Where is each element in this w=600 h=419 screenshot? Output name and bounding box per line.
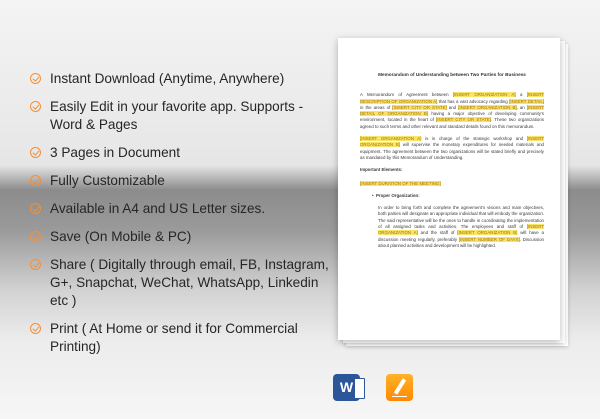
placeholder-highlight: [INSERT DETAIL] xyxy=(509,98,544,104)
feature-item xyxy=(30,98,330,134)
feature-text: Instant Download (Anytime, Anywhere) xyxy=(50,71,285,86)
feature-text: Easily Edit in your favorite app. Supports - Word & Pages xyxy=(50,99,304,132)
check-circle-icon xyxy=(30,101,41,112)
document-paragraph: [INSERT ORGANIZATION A] is in charge of the strategic workshop and [INSERT ORGANIZATION B] will supervise the monetary expenditures for needed materials and equipment. The agreement between the two organizations will be stated briefly and precisely as mandated by this Memorandum of Understanding. xyxy=(360,136,544,160)
feature-item xyxy=(30,200,330,218)
feature-text: Save (On Mobile & PC) xyxy=(50,229,192,244)
check-circle-icon xyxy=(30,147,41,158)
document-heading: Important Elements: xyxy=(360,167,403,173)
feature-text: Share ( Digitally through email, FB, Instagram, G+, Snapchat, WeChat, WhatsApp, Linkedin etc ) xyxy=(50,257,329,308)
check-circle-icon xyxy=(30,175,41,186)
placeholder-highlight: [INSERT ORGANIZATION B] xyxy=(457,230,518,236)
feature-text: 3 Pages in Document xyxy=(50,145,180,160)
pen-line-glyph xyxy=(392,396,407,398)
feature-item xyxy=(30,144,330,162)
check-circle-icon xyxy=(30,323,41,334)
feature-text: Fully Customizable xyxy=(50,173,165,188)
placeholder-highlight: [INSERT ORGANIZATION A] xyxy=(360,136,422,142)
placeholder-highlight: [INSERT DETAIL OF ORGANIZATION B] xyxy=(360,104,545,117)
document-paragraph xyxy=(360,181,544,187)
check-circle-icon xyxy=(30,203,41,214)
feature-text: Print ( At Home or send it for Commercial Printing) xyxy=(50,321,298,354)
document-subheading: • Proper Organization: xyxy=(360,193,544,199)
placeholder-highlight: [INSERT ORGANIZATION B] xyxy=(458,104,517,110)
placeholder-highlight: [INSERT CITY OR STATE] xyxy=(436,117,492,123)
placeholder-highlight: [INSERT ORGANIZATION B] xyxy=(360,136,544,148)
feature-text: Available in A4 and US Letter sizes. xyxy=(50,201,266,216)
word-icon-letter: W xyxy=(339,379,354,395)
document-title: Memorandum of Understanding between Two Parties for Business xyxy=(378,72,526,77)
placeholder-highlight: [INSERT ORGANIZATION A] xyxy=(452,92,516,98)
feature-list xyxy=(30,70,330,356)
pen-glyph xyxy=(394,378,406,395)
placeholder-highlight: [INSERT NUMBER OF DAYS] xyxy=(458,236,520,242)
feature-item xyxy=(30,172,330,190)
feature-item xyxy=(30,256,330,310)
document-paragraph: A Memorandum of Agreement between [INSERT ORGANIZATION A] a [INSERT DESCRIPTION OF ORGANIZATION A] that has a vast advocacy regarding [INSERT DETAIL] in the areas of [INSERT CITY OR STATE] and [INSERT ORGANIZATION B], an [INSERT DETAIL OF ORGANIZATION B] having a major objective of developing community’s environment, located in the heart of [INSERT CITY OR STATE]. These two organizations agreed to such terms and other relevant and standard details found on this memorandum. xyxy=(360,92,545,129)
document-paragraph: In order to bring forth and complete the agreement’s visions and main objectives, both parties will designate an appropriate individual that will embody the organization. The said representative will be the ones to handle in coordinating the implementation of all assigned tasks and activities. The employees and staff of [INSERT ORGANIZATION A] and the staff of [INSERT ORGANIZATION B] will have a discussion meeting regularly, preferably [INSERT NUMBER OF DAYS]. Discussion about planned activities and development will be highlighted. xyxy=(378,205,544,248)
check-circle-icon xyxy=(30,231,41,242)
placeholder-highlight: [INSERT CITY OR STATE] xyxy=(392,104,447,110)
document-preview xyxy=(338,38,560,340)
check-circle-icon xyxy=(30,73,41,84)
placeholder-highlight: [INSERT DURATION OF THE MEETING] xyxy=(360,180,441,186)
pages-icon xyxy=(386,374,413,401)
placeholder-highlight: [INSERT ORGANIZATION A] xyxy=(378,224,544,236)
feature-item xyxy=(30,228,330,246)
feature-item xyxy=(30,320,330,356)
word-icon xyxy=(333,374,360,401)
feature-item xyxy=(30,70,330,88)
check-circle-icon xyxy=(30,259,41,270)
placeholder-highlight: [INSERT DESCRIPTION OF ORGANIZATION A] xyxy=(360,92,544,104)
